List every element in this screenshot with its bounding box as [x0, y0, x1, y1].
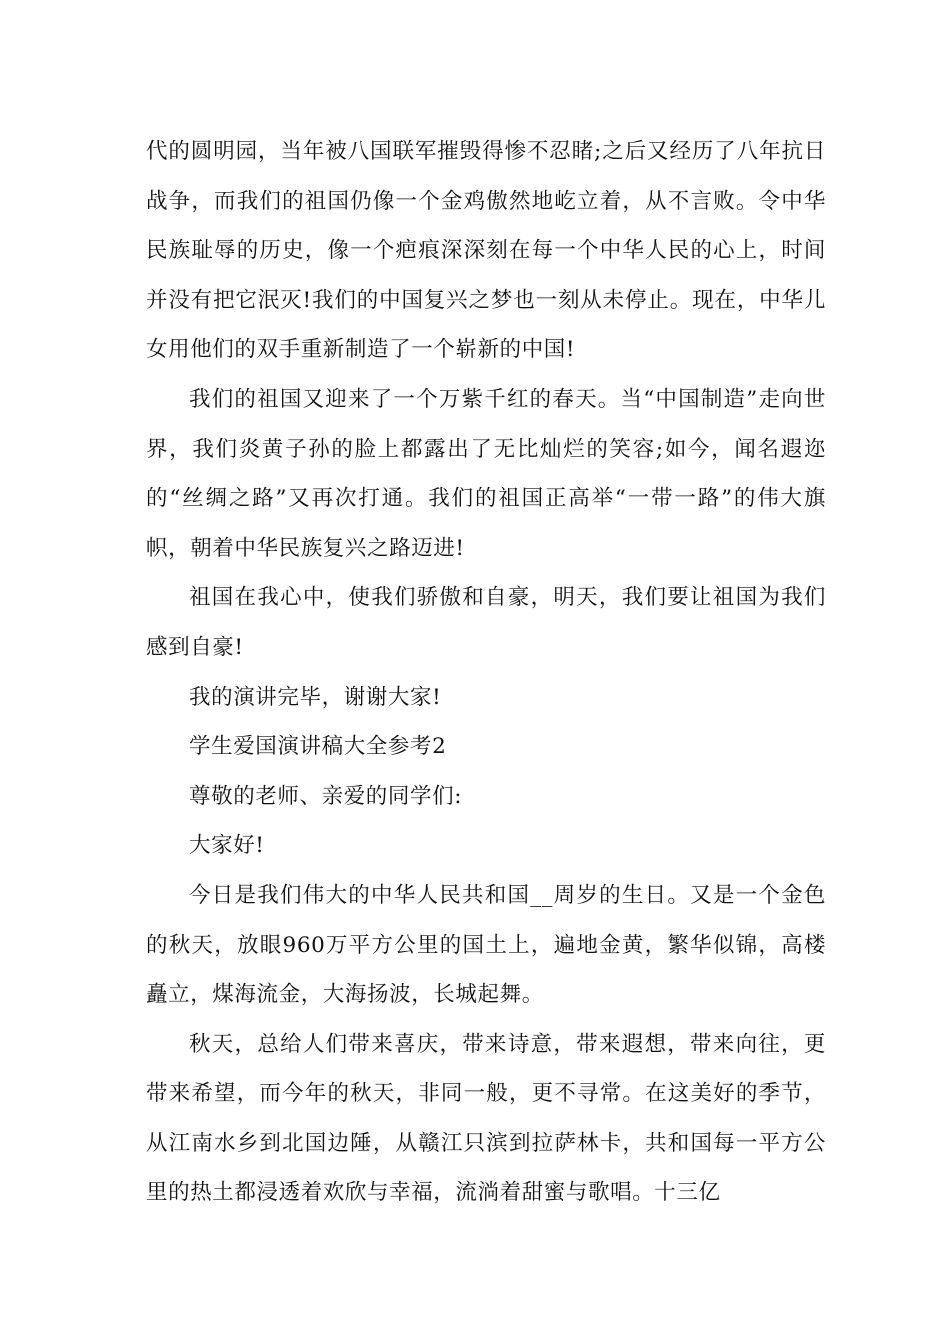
paragraph-9: 秋天，总给人们带来喜庆，带来诗意，带来遐想，带来向往，更带来希望，而今年的秋天，非同一般，更不寻常。在这美好的季节，从江南水乡到北国边陲，从赣江只滨到拉萨林卡，共和国每一平方公里的热土都浸透着欢欣与幸福，流淌着甜蜜与歌唱。十三亿	[146, 1031, 826, 1206]
paragraph-1: 代的圆明园，当年被八国联军摧毁得惨不忍睹;之后又经历了八年抗日战争，而我们的祖国仍像一个金鸡傲然地屹立着，从不言败。令中华民族耻辱的历史，像一个疤痕深深刻在每一个中华人民的心上，时间并没有把它泯灭!我们的中国复兴之梦也一刻从未停止。现在，中华儿女用他们的双手重新制造了一个崭新的中国!	[146, 139, 826, 363]
section-title: 学生爱国演讲稿大全参考2	[189, 734, 447, 760]
document-body	[146, 127, 826, 1218]
greeting: 大家好!	[189, 833, 265, 859]
paragraph-4: 我的演讲完毕，谢谢大家!	[189, 684, 442, 710]
paragraph-8: 今日是我们伟大的中华人民共和国__周岁的生日。又是一个金色的秋天，放眼960万平方公里的国土上，遍地金黄，繁华似锦，高楼矗立，煤海流金，大海扬波，长城起舞。	[146, 882, 826, 1008]
salutation: 尊敬的老师、亲爱的同学们:	[189, 783, 463, 809]
paragraph-3: 祖国在我心中，使我们骄傲和自豪，明天，我们要让祖国为我们感到自豪!	[146, 585, 826, 660]
paragraph-2: 我们的祖国又迎来了一个万紫千红的春天。当“中国制造”走向世界，我们炎黄子孙的脸上都露出了无比灿烂的笑容;如今，闻名遐迩的“丝绸之路”又再次打通。我们的祖国正高举“一带一路”的伟大旗帜，朝着中华民族复兴之路迈进!	[146, 386, 826, 561]
